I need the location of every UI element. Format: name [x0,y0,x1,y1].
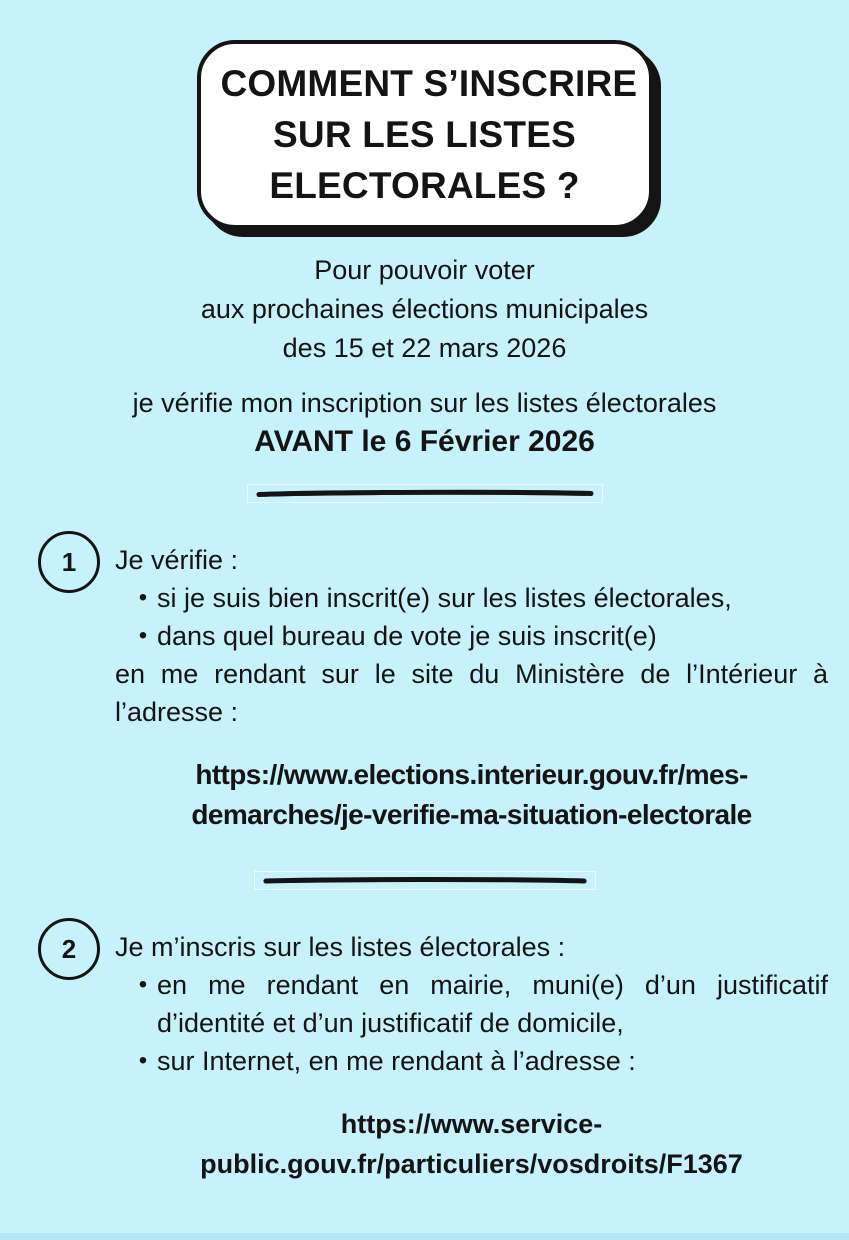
list-item [129,617,828,655]
section-2-bullet-1-line-2: d’identité et d’un justificatif de domicile, [157,1008,624,1038]
poster-page [0,40,849,1240]
step-2-number: 2 [61,933,77,964]
verify-instruction: je vérifie mon inscription sur les listes électorales [132,388,717,418]
divider-frame-2 [254,871,596,890]
interieur-url [115,755,828,835]
section-2-bullet-1-line-1: en me rendant en mairie, muni(e) d’un justificatif [157,970,828,1000]
intro-block [0,251,849,462]
section-verify [38,531,828,731]
deadline-text: AVANT le 6 Février 2026 [254,425,595,458]
section-1-bullet-2: dans quel bureau de vote je suis inscrit(e) [157,621,657,651]
intro-line-1: Pour pouvoir voter [314,255,535,285]
address-intro-line-2: l’adresse : [115,697,239,727]
interieur-url-line-1: https://www.elections.interieur.gouv.fr/mes- [195,759,748,790]
list-item [129,1042,828,1080]
section-2-body [115,918,828,1080]
interieur-url-line-2: demarches/je-verifie-ma-situation-electorale [191,799,752,830]
bullet-icon: • [138,971,148,998]
step-1-number: 1 [61,546,77,577]
section-1-body [115,531,828,731]
list-item [129,966,828,1042]
section-1-heading: Je vérifie : [115,545,239,575]
divider-line-icon [255,489,595,498]
service-public-url-line-1: https://www.service- [340,1109,603,1139]
page-title-line-2: SUR LES LISTES [273,114,576,155]
bullet-icon: • [138,584,148,611]
section-register [38,918,828,1080]
title-box [197,40,653,229]
page-title-line-3: ELECTORALES ? [269,165,580,206]
address-intro-line-1: en me rendant sur le site du Ministère de l’Intérieur à [115,659,828,689]
service-public-url-line-2: public.gouv.fr/particuliers/vosdroits/F1367 [200,1149,743,1179]
step-2-badge [38,918,100,980]
service-public-url [115,1104,828,1184]
section-1-bullet-1: si je suis bien inscrit(e) sur les listes électorales, [157,583,732,613]
bullet-icon: • [138,622,148,649]
divider-frame-1 [247,484,603,503]
intro-line-3: des 15 et 22 mars 2026 [282,333,567,363]
bottom-edge-strip [0,1233,849,1240]
intro-line-2: aux prochaines élections municipales [200,294,649,324]
page-title-line-1: COMMENT S’INSCRIRE [220,63,638,104]
section-2-bullet-2: sur Internet, en me rendant à l’adresse : [157,1046,636,1076]
section-2-heading: Je m’inscris sur les listes électorales : [115,932,566,962]
list-item [129,579,828,617]
divider-line-icon [262,876,588,885]
bullet-icon: • [138,1047,148,1074]
step-1-badge [38,531,100,593]
section-2-bullet-1 [157,966,828,1042]
